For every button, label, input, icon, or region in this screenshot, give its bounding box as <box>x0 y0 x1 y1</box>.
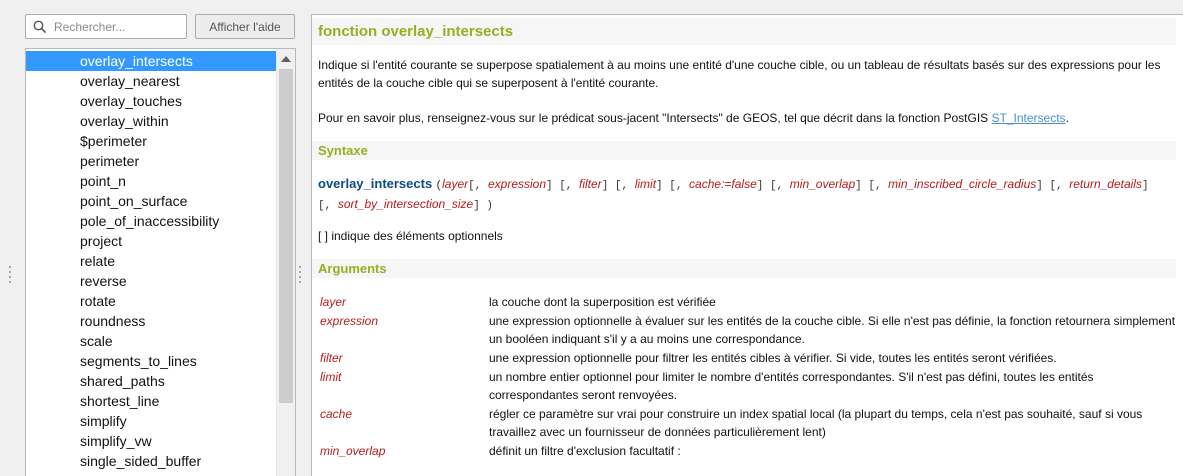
syntax-arg: min_overlap <box>789 177 856 191</box>
syntax-arg: sort_by_intersection_size <box>337 197 474 211</box>
syntax-arg: return_details <box>1069 177 1142 191</box>
syntax-heading: Syntaxe <box>312 141 1176 160</box>
help-title: fonction overlay_intersects <box>312 18 1176 45</box>
argument-description: une expression optionnelle à évaluer sur les entités de la couche cible. Si elle n'est pas définie, la fonction retournera simplement un booléen indiquant s'il y a au moins une correspondance. <box>489 314 1176 346</box>
function-list[interactable] <box>25 48 296 476</box>
search-icon <box>26 20 54 34</box>
argument-name: limit <box>320 370 342 384</box>
syntax-arg: min_inscribed_circle_radius <box>888 177 1037 191</box>
argument-description: la couche dont la superposition est vérifiée <box>489 295 716 309</box>
syntax-bracket: ] <box>756 180 770 192</box>
argument-row <box>320 293 1180 311</box>
help-panel <box>311 14 1183 476</box>
argument-name: layer <box>320 295 347 309</box>
syntax-bracket: ] <box>656 180 670 192</box>
list-item[interactable]: scale <box>80 333 113 349</box>
scrollbar-thumb[interactable] <box>279 69 293 403</box>
list-item[interactable]: roundness <box>80 313 146 329</box>
syntax-function-name: overlay_intersects <box>318 176 433 191</box>
list-item[interactable]: overlay_touches <box>80 93 182 109</box>
list-item[interactable]: rotate <box>80 293 116 309</box>
list-item[interactable]: point_on_surface <box>80 193 188 209</box>
syntax-bracket: [, <box>318 200 338 212</box>
argument-description: un nombre entier optionnel pour limiter le nombre d'entités correspondantes. S'il n'est pas défini, toutes les entités correspondantes seront renvoyées. <box>489 370 1094 402</box>
list-item[interactable]: simplify_vw <box>80 433 152 449</box>
splitter-grip-icon[interactable] <box>299 266 302 286</box>
argument-description: une expression optionnelle pour filtrer les entités cibles à vérifier. Si vide, toutes les entités seront vérifiées. <box>489 351 1057 365</box>
list-item[interactable]: $perimeter <box>80 133 147 149</box>
help-description: Indique si l'entité courante se superpose spatialement à au moins une entité d'une couche cible, ou un tableau de résultats basés sur des expressions pour les entités de la couche cible qui se superposent à l'entité courante. <box>318 58 1161 90</box>
syntax-bracket: [, <box>769 180 790 192</box>
syntax-bracket: [, <box>1049 180 1070 192</box>
help-more-info <box>318 109 1168 127</box>
show-help-button[interactable]: Afficher l'aide <box>195 14 295 39</box>
list-item[interactable]: simplify <box>80 413 127 429</box>
search-input[interactable] <box>54 20 179 34</box>
list-item[interactable]: relate <box>80 253 116 269</box>
argument-description: régler ce paramètre sur vrai pour construire un index spatial local (la plupart du temps, cela n'est pas souhaité, sauf si vous travaillez avec un fournisseur de données particulièrement lent) <box>489 407 1143 439</box>
argument-name: cache <box>320 407 353 421</box>
syntax-paren: ) <box>486 200 494 212</box>
syntax-signature <box>318 175 1168 215</box>
more-info-suffix: . <box>1065 111 1069 125</box>
argument-row <box>320 349 1180 367</box>
optional-note: [ ] indique des éléments optionnels <box>318 229 503 243</box>
syntax-bracket: ] <box>601 180 615 192</box>
list-item[interactable]: point_n <box>80 173 126 189</box>
syntax-paren: ( <box>435 180 443 192</box>
list-scrollbar[interactable] <box>276 49 295 476</box>
syntax-bracket: [, <box>468 180 488 192</box>
list-item[interactable]: overlay_within <box>80 113 169 129</box>
list-item[interactable]: project <box>80 233 123 249</box>
more-info-text: Pour en savoir plus, renseignez-vous sur le prédicat sous-jacent "Intersects" de GEOS, tel que décrit dans la fonction PostGIS <box>318 111 992 125</box>
arguments-table <box>320 293 1180 461</box>
syntax-arg: layer <box>442 177 469 191</box>
scroll-up-arrow-icon[interactable] <box>277 51 295 67</box>
argument-row <box>320 442 1180 460</box>
syntax-bracket: [, <box>614 180 635 192</box>
argument-name: min_overlap <box>320 444 386 458</box>
list-item[interactable]: single_sided_buffer <box>80 453 202 469</box>
syntax-bracket: [, <box>868 180 889 192</box>
list-item[interactable]: perimeter <box>80 153 140 169</box>
syntax-arg: filter <box>579 177 602 191</box>
syntax-bracket: ] <box>546 180 560 192</box>
arguments-heading: Arguments <box>312 259 1176 278</box>
syntax-bracket: ] <box>473 200 487 212</box>
argument-row <box>320 368 1180 404</box>
list-item[interactable]: shortest_line <box>80 393 160 409</box>
syntax-arg: limit <box>634 177 657 191</box>
syntax-bracket: ] <box>1141 180 1149 192</box>
function-browser-panel <box>0 0 300 476</box>
syntax-bracket: ] <box>855 180 869 192</box>
list-item[interactable]: reverse <box>80 273 127 289</box>
argument-name: filter <box>320 351 343 365</box>
function-list-items <box>26 51 276 471</box>
syntax-bracket: [, <box>559 180 580 192</box>
list-item[interactable]: overlay_intersects <box>26 51 276 71</box>
list-item[interactable]: shared_paths <box>80 373 165 389</box>
argument-row <box>320 405 1180 441</box>
argument-name: expression <box>320 314 379 328</box>
list-item[interactable]: segments_to_lines <box>80 353 197 369</box>
syntax-arg: cache:=false <box>689 177 757 191</box>
search-box[interactable] <box>25 14 187 39</box>
syntax-bracket: ] <box>1036 180 1050 192</box>
syntax-arg: expression <box>487 177 546 191</box>
argument-description: définit un filtre d'exclusion facultatif : <box>489 444 681 458</box>
list-item[interactable]: pole_of_inaccessibility <box>80 213 220 229</box>
splitter-grip-icon[interactable] <box>9 266 12 286</box>
argument-row <box>320 312 1180 348</box>
list-item[interactable]: overlay_nearest <box>80 73 180 89</box>
syntax-bracket: [, <box>669 180 690 192</box>
st-intersects-link[interactable]: ST_Intersects <box>991 111 1066 125</box>
